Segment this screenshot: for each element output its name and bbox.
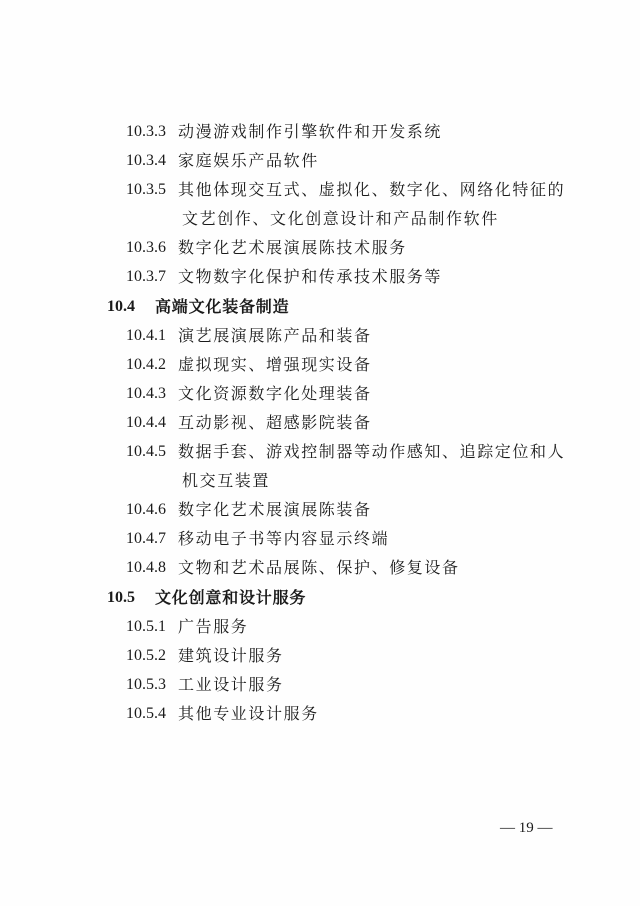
item-text: 互动影视、超感影院装备 (178, 413, 372, 432)
item-number: 10.4.8 (126, 559, 166, 576)
item-text: 其他体现交互式、虚拟化、数字化、网络化特征的 (178, 180, 566, 199)
item-number: 10.4.1 (126, 327, 166, 344)
item-number: 10.3.7 (126, 268, 166, 285)
item-number: 10.4.2 (126, 356, 166, 373)
item-number: 10.5.1 (126, 618, 166, 635)
item-text: 建筑设计服务 (178, 646, 284, 665)
item-text: 移动电子书等内容显示终端 (178, 529, 390, 548)
item-text: 文物和艺术品展陈、保护、修复设备 (178, 558, 460, 577)
item-number: 10.3.5 (126, 181, 166, 198)
item-text: 动漫游戏制作引擎软件和开发系统 (178, 122, 443, 141)
item-text: 其他专业设计服务 (178, 704, 319, 723)
item-number: 10.3.6 (126, 239, 166, 256)
item-number: 10.5 (107, 589, 135, 606)
item-text: 高端文化装备制造 (155, 297, 290, 316)
item-text: 文化资源数字化处理装备 (178, 384, 372, 403)
item-number: 10.5.4 (126, 705, 166, 722)
item-number: 10.4.4 (126, 414, 166, 431)
item-number: 10.4.7 (126, 530, 166, 547)
page-number: — 19 — (500, 820, 553, 836)
item-number: 10.3.4 (126, 152, 166, 169)
item-text: 数字化艺术展演展陈技术服务 (178, 238, 407, 257)
item-number: 10.5.2 (126, 647, 166, 664)
item-number: 10.5.3 (126, 676, 166, 693)
item-text: 文艺创作、文化创意设计和产品制作软件 (182, 209, 499, 228)
item-text: 广告服务 (178, 617, 249, 636)
item-text: 演艺展演展陈产品和装备 (178, 326, 372, 345)
item-number: 10.4.6 (126, 501, 166, 518)
item-text: 数据手套、游戏控制器等动作感知、追踪定位和人 (178, 442, 566, 461)
item-text: 机交互装置 (182, 471, 271, 490)
item-text: 家庭娱乐产品软件 (178, 151, 319, 170)
item-number: 10.4 (107, 298, 135, 315)
item-number: 10.3.3 (126, 123, 166, 140)
item-text: 工业设计服务 (178, 675, 284, 694)
item-text: 文物数字化保护和传承技术服务等 (178, 267, 443, 286)
item-text: 数字化艺术展演展陈装备 (178, 500, 372, 519)
item-number: 10.4.3 (126, 385, 166, 402)
item-text: 虚拟现实、增强现实设备 (178, 355, 372, 374)
item-text: 文化创意和设计服务 (155, 588, 307, 607)
item-number: 10.4.5 (126, 443, 166, 460)
